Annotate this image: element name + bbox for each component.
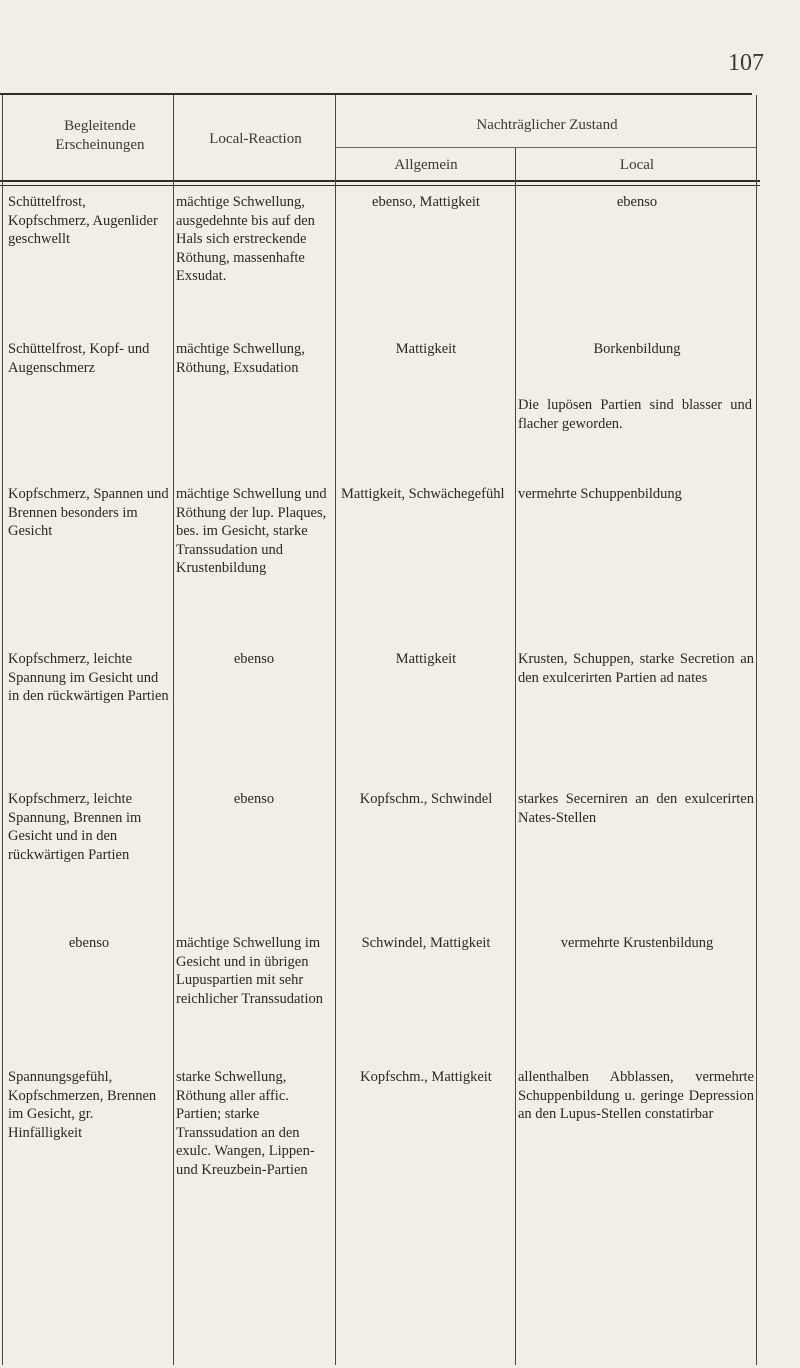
header-local-reaction: Local-Reaction: [209, 131, 302, 147]
row3-local-reaction: mächtige Schwellung und Röthung der lup. Plaques, bes. im Gesicht, starke Transsudation und Krustenbildung: [176, 486, 327, 576]
header-allgemein: Allgemein: [394, 157, 458, 173]
col-rule-1: [2, 95, 3, 1365]
header-local: Local: [619, 157, 655, 173]
row4-local: Krusten, Schuppen, starke Secretion an den exulcerirten Partien ad nates: [518, 651, 754, 686]
row5-allgemein: Kopfschm., Schwindel: [359, 791, 493, 807]
row6-begleitende: ebenso: [68, 935, 110, 951]
row3-allgemein: Mattigkeit, Schwächegefühl: [341, 486, 505, 502]
row3-local: vermehrte Schuppenbildung: [518, 486, 682, 502]
row3-begleitende: Kopfschmerz, Spannen und Brennen besonders im Gesicht: [8, 486, 169, 539]
header-nachtraeglich: Nachträglicher Zustand: [476, 117, 618, 133]
col-rule-2: [173, 95, 174, 1365]
header-begleitende: Begleitende Erscheinungen: [55, 118, 145, 153]
row4-local-reaction: ebenso: [233, 651, 275, 667]
row7-local: allenthalben Abblassen, vermehrte Schuppenbildung u. geringe Depression an den Lupus-Stellen constatirbar: [518, 1069, 754, 1122]
row7-begleitende: Spannungsgefühl, Kopfschmerzen, Brennen im Gesicht, gr. Hinfälligkeit: [8, 1069, 157, 1141]
header-bottom-rule-2: [0, 185, 760, 186]
col-rule-4: [515, 148, 516, 1365]
row5-local-reaction: ebenso: [233, 791, 275, 807]
col-rule-5: [756, 95, 757, 1365]
row5-begleitende: Kopfschmerz, leichte Spannung, Brennen im Gesicht und in den rückwärtigen Partien: [8, 791, 142, 863]
row7-allgemein: Kopfschm., Mattigkeit: [360, 1069, 492, 1085]
row6-local: vermehrte Krustenbildung: [560, 935, 714, 951]
row1-allgemein: ebenso, Mattigkeit: [372, 194, 480, 210]
header-bottom-rule-1: [0, 180, 760, 182]
row2-local: Borkenbildung: [593, 341, 681, 357]
row2-begleitende: Schüttelfrost, Kopf- und Augenschmerz: [8, 341, 150, 376]
row2-local-note: Die lupösen Partien sind blasser und flacher geworden.: [518, 397, 752, 432]
col-rule-3: [335, 95, 336, 1365]
row1-local-reaction: mächtige Schwellung, ausgedehnte bis auf den Hals sich erstreckende Röthung, massenhafte Exsudat.: [176, 194, 315, 284]
row1-local: ebenso: [616, 194, 658, 210]
row2-allgemein: Mattigkeit: [395, 341, 457, 357]
row6-local-reaction: mächtige Schwellung im Gesicht und in übrigen Lupuspartien mit sehr reichlicher Transsudation: [176, 935, 323, 1007]
row2-local-reaction: mächtige Schwellung, Röthung, Exsudation: [176, 341, 305, 376]
row7-local-reaction: starke Schwellung, Röthung aller affic. Partien; starke Transsudation an den exulc. Wangen, Lippen- und Kreuzbein-Partien: [176, 1069, 315, 1178]
page-number: 107: [728, 50, 764, 76]
header-subrule: [335, 147, 757, 148]
row5-local: starkes Secerniren an den exulcerirten Nates-Stellen: [518, 791, 754, 826]
row1-begleitende: Schüttelfrost, Kopfschmerz, Augenlider geschwellt: [8, 194, 158, 247]
row4-allgemein: Mattigkeit: [395, 651, 457, 667]
row6-allgemein: Schwindel, Mattigkeit: [361, 935, 491, 951]
row4-begleitende: Kopfschmerz, leichte Spannung im Gesicht und in den rückwärtigen Partien: [8, 651, 169, 704]
table-top-rule: [0, 93, 752, 95]
